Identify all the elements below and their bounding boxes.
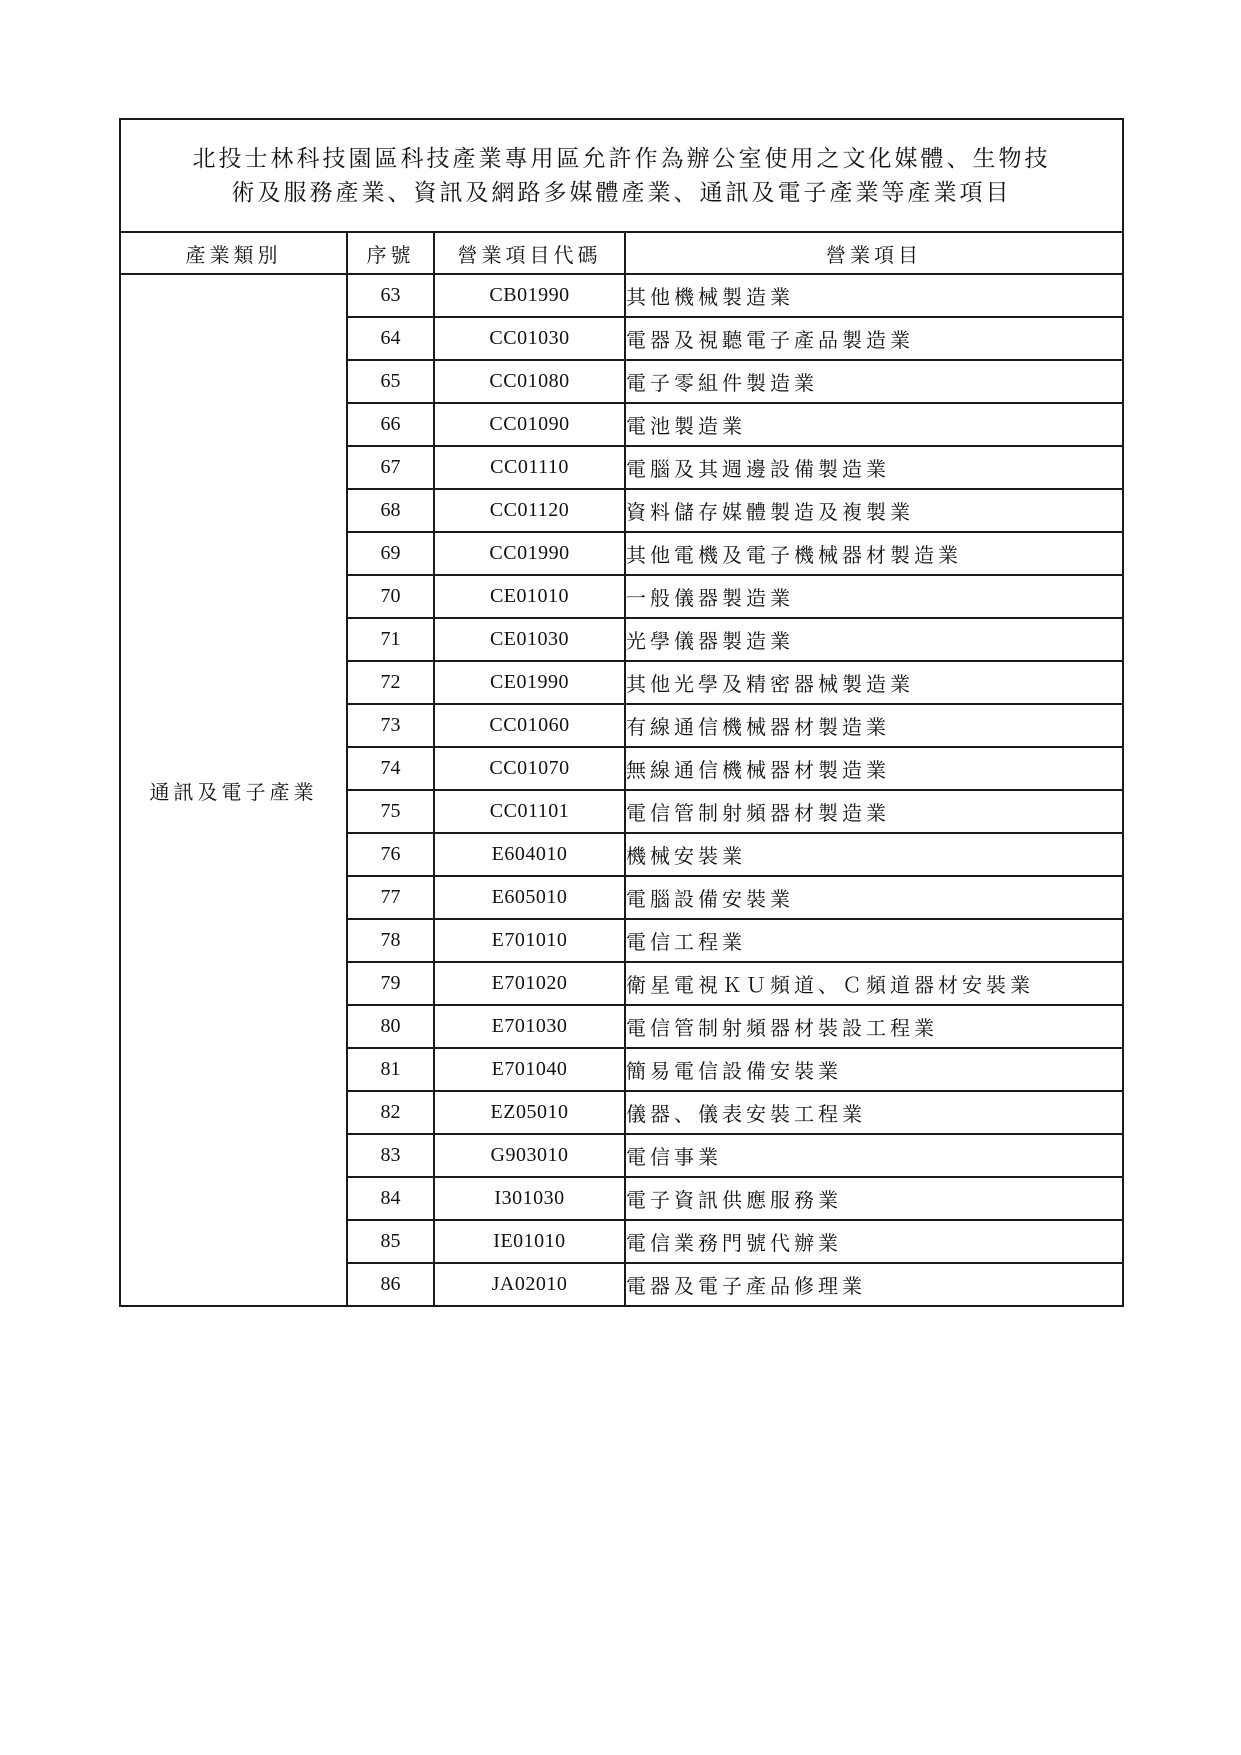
code-cell: E701010 [434, 919, 625, 962]
seq-cell: 74 [347, 747, 434, 790]
header-code: 營業項目代碼 [434, 232, 625, 274]
code-cell: E605010 [434, 876, 625, 919]
item-cell: 電信管制射頻器材裝設工程業 [625, 1005, 1123, 1048]
item-cell: 電信事業 [625, 1134, 1123, 1177]
item-cell: 簡易電信設備安裝業 [625, 1048, 1123, 1091]
item-cell: 電信管制射頻器材製造業 [625, 790, 1123, 833]
item-cell: 電池製造業 [625, 403, 1123, 446]
seq-cell: 82 [347, 1091, 434, 1134]
seq-cell: 78 [347, 919, 434, 962]
code-cell: CE01990 [434, 661, 625, 704]
code-cell: CC01060 [434, 704, 625, 747]
title-line-2: 術及服務產業、資訊及網路多媒體產業、通訊及電子產業等產業項目 [231, 179, 1012, 206]
item-cell: 電腦及其週邊設備製造業 [625, 446, 1123, 489]
seq-cell: 77 [347, 876, 434, 919]
code-cell: CC01090 [434, 403, 625, 446]
item-cell: 其他光學及精密器械製造業 [625, 661, 1123, 704]
seq-cell: 69 [347, 532, 434, 575]
header-row [120, 232, 1123, 274]
seq-cell: 66 [347, 403, 434, 446]
table-title [120, 119, 1123, 232]
code-cell: CC01030 [434, 317, 625, 360]
seq-cell: 76 [347, 833, 434, 876]
table-row [120, 274, 1123, 317]
code-cell: CC01101 [434, 790, 625, 833]
item-cell: 資料儲存媒體製造及複製業 [625, 489, 1123, 532]
seq-cell: 68 [347, 489, 434, 532]
item-cell: 電信業務門號代辦業 [625, 1220, 1123, 1263]
item-cell: 儀器、儀表安裝工程業 [625, 1091, 1123, 1134]
code-cell: EZ05010 [434, 1091, 625, 1134]
seq-cell: 73 [347, 704, 434, 747]
code-cell: JA02010 [434, 1263, 625, 1306]
seq-cell: 80 [347, 1005, 434, 1048]
code-cell: CC01990 [434, 532, 625, 575]
code-cell: CC01120 [434, 489, 625, 532]
code-cell: E604010 [434, 833, 625, 876]
seq-cell: 64 [347, 317, 434, 360]
category-cell: 通訊及電子產業 [120, 274, 347, 1306]
code-cell: E701020 [434, 962, 625, 1005]
seq-cell: 71 [347, 618, 434, 661]
business-items-table [119, 118, 1124, 1307]
item-cell: 電子資訊供應服務業 [625, 1177, 1123, 1220]
seq-cell: 83 [347, 1134, 434, 1177]
seq-cell: 63 [347, 274, 434, 317]
item-cell: 有線通信機械器材製造業 [625, 704, 1123, 747]
seq-cell: 81 [347, 1048, 434, 1091]
code-cell: E701030 [434, 1005, 625, 1048]
title-line-1: 北投士林科技園區科技產業專用區允許作為辦公室使用之文化媒體、生物技 [192, 145, 1051, 172]
code-cell: CE01030 [434, 618, 625, 661]
item-cell: 電信工程業 [625, 919, 1123, 962]
item-cell: 機械安裝業 [625, 833, 1123, 876]
item-cell: 光學儀器製造業 [625, 618, 1123, 661]
seq-cell: 79 [347, 962, 434, 1005]
seq-cell: 67 [347, 446, 434, 489]
code-cell: G903010 [434, 1134, 625, 1177]
header-category: 產業類別 [120, 232, 347, 274]
code-cell: I301030 [434, 1177, 625, 1220]
table-body [120, 274, 1123, 1306]
item-cell: 電子零組件製造業 [625, 360, 1123, 403]
code-cell: CC01110 [434, 446, 625, 489]
item-cell: 電腦設備安裝業 [625, 876, 1123, 919]
seq-cell: 70 [347, 575, 434, 618]
code-cell: CB01990 [434, 274, 625, 317]
item-cell: 其他機械製造業 [625, 274, 1123, 317]
item-cell: 其他電機及電子機械器材製造業 [625, 532, 1123, 575]
code-cell: CC01070 [434, 747, 625, 790]
item-cell: 一般儀器製造業 [625, 575, 1123, 618]
item-cell: 電器及視聽電子產品製造業 [625, 317, 1123, 360]
code-cell: IE01010 [434, 1220, 625, 1263]
seq-cell: 86 [347, 1263, 434, 1306]
item-cell: 衛星電視ＫＵ頻道、Ｃ頻道器材安裝業 [625, 962, 1123, 1005]
code-cell: CC01080 [434, 360, 625, 403]
code-cell: E701040 [434, 1048, 625, 1091]
header-seq: 序號 [347, 232, 434, 274]
seq-cell: 85 [347, 1220, 434, 1263]
item-cell: 電器及電子產品修理業 [625, 1263, 1123, 1306]
header-item: 營業項目 [625, 232, 1123, 274]
seq-cell: 65 [347, 360, 434, 403]
item-cell: 無線通信機械器材製造業 [625, 747, 1123, 790]
seq-cell: 75 [347, 790, 434, 833]
code-cell: CE01010 [434, 575, 625, 618]
seq-cell: 84 [347, 1177, 434, 1220]
seq-cell: 72 [347, 661, 434, 704]
